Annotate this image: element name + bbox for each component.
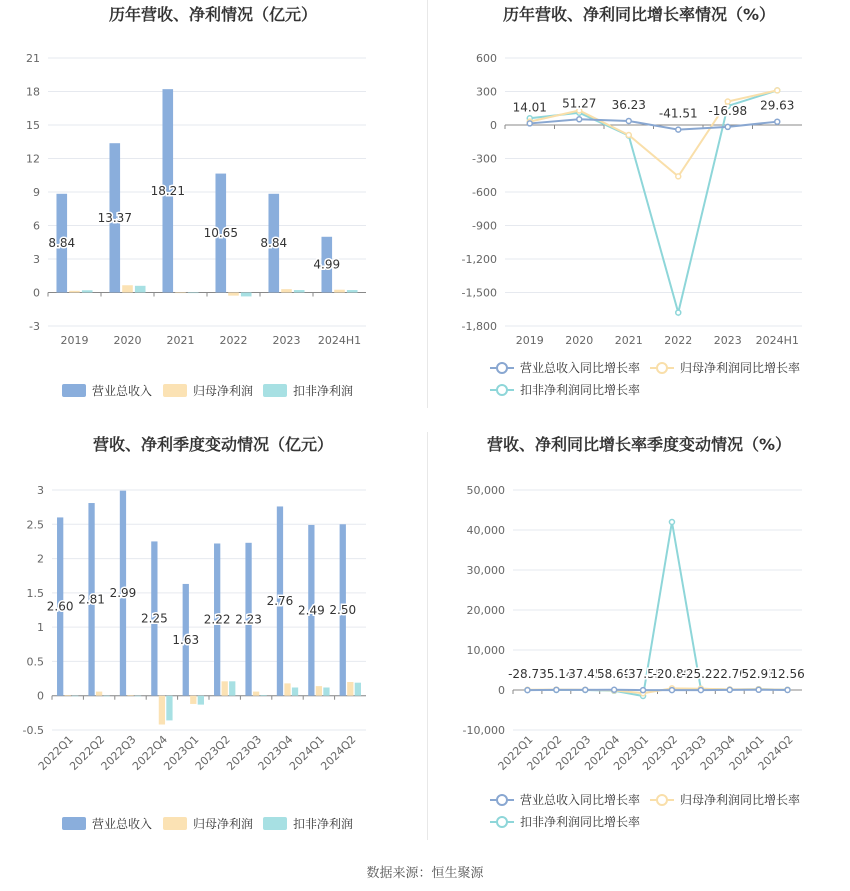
bar-net-profit	[175, 293, 186, 294]
y-tick-label: 300	[476, 85, 497, 99]
line-point	[775, 119, 780, 124]
bar-data-label: 2.22	[203, 612, 231, 627]
legend-swatch	[163, 384, 187, 397]
x-tick-label: 2024H1	[317, 334, 362, 347]
legend-label: 扣非净利润	[293, 384, 354, 398]
bar-net-profit	[65, 695, 71, 696]
bar-data-label: 8.84	[48, 236, 76, 251]
x-tick-label: 2024Q1	[286, 732, 328, 773]
bar-net-profit	[190, 696, 196, 704]
x-tick-label: 2022Q2	[524, 732, 565, 773]
bar-deducted-profit	[260, 695, 266, 696]
bar-data-label: 2.81	[78, 592, 105, 607]
line-data-label: 51.27	[562, 96, 597, 111]
bar-deducted-profit	[72, 696, 78, 697]
legend-marker	[657, 363, 667, 373]
y-tick-label: -1,200	[461, 253, 497, 266]
y-tick-label: 0	[498, 684, 505, 697]
y-tick-label: 18	[26, 85, 40, 99]
y-tick-label: 9	[33, 186, 40, 199]
x-tick-label: 2023Q3	[224, 732, 265, 773]
bar-deducted-profit	[198, 696, 204, 705]
line-point	[785, 687, 790, 692]
line-point	[676, 127, 681, 132]
y-tick-label: 1.5	[26, 586, 44, 600]
chart-quarterly_growth	[463, 435, 805, 829]
bar-data-label: 2.23	[235, 612, 262, 627]
x-tick-label: 2022Q4	[129, 732, 171, 773]
bar-data-label: 2.50	[329, 603, 357, 617]
bar-net-profit	[222, 681, 228, 695]
bar-net-profit	[253, 692, 259, 696]
bar-net-profit	[127, 695, 133, 696]
legend-label: 营业总收入同比增长率	[520, 361, 641, 375]
line-point	[669, 688, 674, 693]
line-data-label: -25.27	[681, 667, 721, 682]
chart-annual_growth	[462, 5, 802, 397]
x-tick-label: 2023	[272, 334, 301, 347]
line-data-label: 35.14	[539, 666, 574, 681]
x-tick-label: 2022Q2	[67, 732, 108, 773]
line-data-label: 22.70	[712, 666, 747, 681]
bar-deducted-profit	[241, 293, 252, 297]
bar-net-profit	[96, 692, 102, 696]
x-tick-label: 2024H1	[755, 334, 799, 347]
x-tick-label: 2024Q2	[755, 732, 796, 773]
line-point	[676, 174, 681, 179]
bar-deducted-profit	[292, 687, 298, 695]
x-tick-label: 2023Q3	[668, 732, 709, 773]
x-tick-label: 2022Q3	[98, 732, 139, 773]
bar-deducted-profit	[82, 290, 93, 292]
legend-label: 归母净利润	[193, 817, 254, 831]
line-point	[727, 687, 732, 692]
y-tick-label: 3	[33, 253, 40, 266]
y-tick-label: 20,000	[466, 604, 505, 617]
line-point	[756, 687, 761, 692]
y-tick-label: 12	[26, 152, 40, 166]
x-tick-label: 2022Q1	[35, 732, 76, 773]
legend-marker	[497, 795, 507, 805]
line-point	[583, 687, 588, 692]
y-tick-label: 0.5	[26, 655, 44, 669]
line-point	[626, 118, 631, 123]
x-tick-label: 2022Q3	[553, 732, 594, 773]
bar-net-profit	[281, 289, 292, 292]
legend-swatch	[62, 817, 86, 830]
chart-quarterly_values	[23, 435, 366, 831]
x-tick-label: 2024Q2	[318, 732, 359, 773]
legend-label: 扣非净利润	[293, 817, 354, 831]
line-point	[525, 688, 530, 693]
line-data-label: 52.93	[741, 666, 776, 681]
x-tick-label: 2023Q2	[640, 732, 681, 773]
legend-label: 营业总收入	[92, 817, 153, 831]
line-data-label: 37.45	[568, 666, 603, 681]
chart-title: 营收、净利同比增长率季度变动情况（%）	[486, 435, 792, 454]
y-tick-label: 30,000	[466, 564, 505, 577]
y-tick-label: 1	[37, 621, 44, 635]
x-tick-label: 2022	[219, 334, 248, 347]
legend-label: 归母净利润同比增长率	[680, 793, 801, 807]
y-tick-label: 50,000	[466, 484, 505, 497]
line-deducted-profit-growth	[530, 90, 778, 312]
data-source-note: 数据来源：恒生聚源	[366, 866, 484, 881]
x-tick-label: 2022Q4	[582, 732, 623, 773]
bar-net-profit	[122, 285, 133, 292]
x-tick-label: 2021	[614, 334, 643, 347]
line-data-label: -28.79	[508, 667, 547, 682]
x-tick-label: 2022	[664, 334, 693, 347]
line-point	[577, 117, 582, 122]
y-tick-label: 21	[26, 52, 40, 65]
y-tick-label: 0	[37, 689, 44, 703]
y-tick-label: -1,500	[461, 286, 497, 300]
legend-label: 营业总收入	[92, 384, 153, 398]
legend-label: 扣非净利润同比增长率	[520, 815, 641, 829]
bar-net-profit	[69, 291, 80, 293]
x-tick-label: 2021	[166, 334, 195, 347]
y-tick-label: 40,000	[466, 524, 505, 537]
bar-data-label: 10.65	[203, 226, 238, 241]
x-tick-label: 2023Q2	[192, 732, 233, 773]
chart-title: 历年营收、净利同比增长率情况（%）	[502, 5, 776, 24]
bar-deducted-profit	[135, 696, 141, 697]
x-tick-label: 2023Q4	[255, 732, 296, 773]
bar-net-profit	[316, 686, 322, 696]
bar-deducted-profit	[347, 290, 358, 292]
legend-label: 归母净利润同比增长率	[680, 361, 801, 375]
y-tick-label: 2.5	[26, 518, 44, 532]
y-tick-label: 0	[490, 119, 497, 132]
line-data-label: -16.98	[708, 103, 748, 118]
line-point	[626, 133, 631, 138]
y-tick-label: 2	[37, 552, 44, 566]
bar-data-label: 4.99	[313, 257, 341, 272]
line-data-label: 12.56	[770, 666, 805, 681]
x-tick-label: 2020	[113, 334, 142, 347]
line-data-label: 36.23	[611, 97, 646, 112]
line-data-label: -20.89	[652, 667, 692, 682]
line-point	[676, 310, 681, 315]
y-tick-label: -1,800	[461, 320, 497, 333]
legend-swatch	[163, 817, 187, 830]
y-tick-label: 600	[476, 52, 497, 65]
line-point	[725, 124, 730, 129]
y-tick-label: 0	[33, 286, 40, 300]
line-data-label: 29.63	[760, 98, 795, 113]
line-data-label: -41.51	[658, 106, 698, 121]
bar-data-label: 2.76	[266, 594, 294, 609]
panel-divider-vertical-lower	[427, 432, 428, 840]
x-tick-label: 2020	[565, 334, 594, 347]
chart-title: 营收、净利季度变动情况（亿元）	[92, 435, 334, 454]
bar-deducted-profit	[166, 696, 172, 721]
line-data-label: -37.55	[623, 667, 663, 682]
line-point	[641, 688, 646, 693]
bar-data-label: 8.84	[260, 236, 288, 251]
y-tick-label: -10,000	[462, 724, 505, 737]
line-point	[612, 687, 617, 692]
chart-annual_values	[26, 5, 366, 398]
line-point	[669, 520, 674, 525]
bar-data-label: 2.49	[298, 603, 325, 618]
legend-marker	[657, 795, 667, 805]
legend-label: 归母净利润	[193, 384, 254, 398]
bar-net-profit	[159, 696, 165, 725]
bar-deducted-profit	[355, 683, 361, 696]
y-tick-label: -3	[29, 320, 40, 333]
legend-swatch	[62, 384, 86, 397]
line-point	[698, 688, 703, 693]
legend-swatch	[263, 384, 287, 397]
bar-data-label: 1.63	[172, 632, 200, 647]
x-tick-label: 2022Q1	[495, 732, 536, 773]
line-data-label: 14.01	[512, 100, 547, 115]
y-tick-label: -300	[472, 152, 497, 166]
x-tick-label: 2023	[713, 334, 742, 347]
x-tick-label: 2019	[60, 334, 89, 347]
bar-deducted-profit	[294, 290, 305, 292]
legend-marker	[497, 817, 507, 827]
x-tick-label: 2023Q1	[161, 732, 202, 773]
y-tick-label: -900	[472, 219, 497, 233]
y-tick-label: -0.5	[22, 724, 44, 737]
line-data-label: 58.68	[596, 666, 632, 681]
bar-net-profit	[284, 683, 290, 695]
bar-deducted-profit	[135, 286, 146, 293]
bar-deducted-profit	[103, 696, 109, 697]
panel-divider-vertical	[427, 0, 428, 408]
line-point	[775, 88, 780, 93]
legend-swatch	[263, 817, 287, 830]
x-tick-label: 2023Q1	[611, 732, 652, 773]
bar-net-profit	[228, 293, 239, 296]
bar-data-label: 2.60	[46, 599, 74, 614]
bar-data-label: 2.99	[109, 586, 137, 601]
legend-label: 扣非净利润同比增长率	[520, 383, 641, 397]
y-tick-label: -600	[472, 186, 497, 199]
bar-net-profit	[334, 290, 345, 293]
x-tick-label: 2024Q1	[726, 732, 767, 773]
bar-deducted-profit	[188, 293, 199, 294]
chart-title: 历年营收、净利情况（亿元）	[108, 5, 318, 24]
bar-deducted-profit	[229, 681, 235, 695]
bar-net-profit	[347, 682, 353, 696]
bar-data-label: 13.37	[97, 210, 132, 225]
line-point	[554, 687, 559, 692]
bar-deducted-profit	[323, 687, 329, 695]
legend-marker	[497, 385, 507, 395]
y-tick-label: 3	[37, 484, 44, 497]
bar-data-label: 18.21	[150, 183, 185, 198]
x-tick-label: 2019	[515, 334, 544, 347]
y-tick-label: 6	[33, 219, 40, 233]
legend-marker	[497, 363, 507, 373]
x-tick-label: 2023Q4	[697, 732, 738, 773]
bar-data-label: 2.25	[141, 611, 168, 626]
legend-label: 营业总收入同比增长率	[520, 793, 641, 807]
line-point	[527, 121, 532, 126]
y-tick-label: 15	[26, 119, 40, 132]
y-tick-label: 10,000	[466, 644, 505, 657]
